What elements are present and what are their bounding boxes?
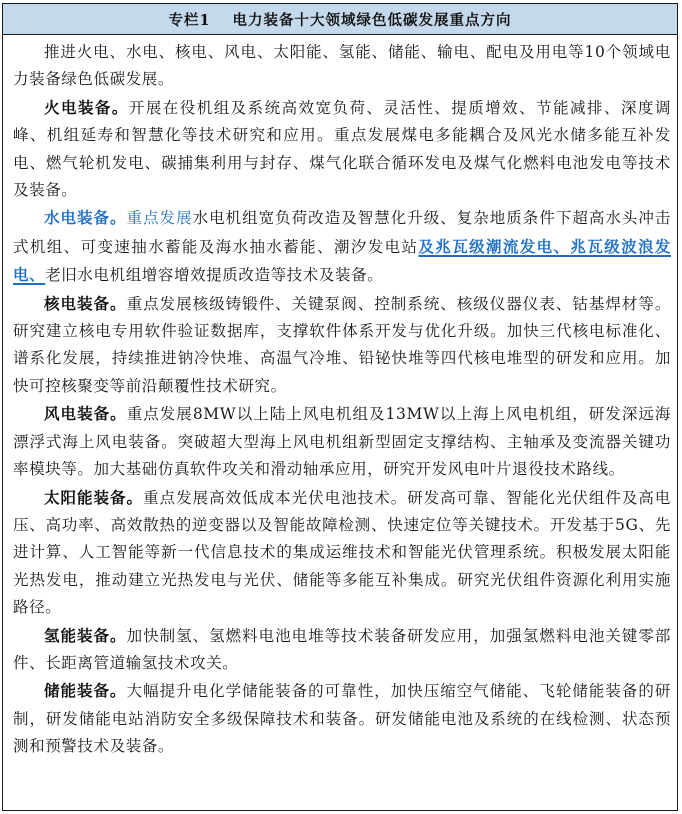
box-title: 电力装备十大领域绿色低碳发展重点方向 — [232, 11, 512, 29]
section-thermal — [13, 94, 671, 205]
box-label: 专栏1 — [168, 11, 211, 29]
section-term-nuclear: 核电装备。 — [44, 293, 127, 313]
box-header — [3, 4, 677, 35]
intro-paragraph: 推进火电、水电、核电、风电、太阳能、氢能、储能、输电、配电及用电等10个领域电力装备绿色低碳发展。 — [13, 43, 671, 89]
section-text-hydrogen: 加快制氢、氢燃料电池电堆等技术装备研发应用，加强氢燃料电池关键零部件、长距离管道输氢技术攻关。 — [13, 626, 671, 672]
section-hydrogen — [13, 622, 671, 678]
section-term-thermal: 火电装备。 — [44, 97, 129, 117]
section-wind — [13, 400, 671, 483]
section-term-storage: 储能装备。 — [44, 681, 127, 701]
section-nuclear — [13, 290, 671, 401]
hydro-tidal-wave-link[interactable]: 及兆瓦级潮流发电、兆瓦级波浪发电、 — [13, 236, 671, 285]
section-text-storage: 大幅提升电化学储能装备的可靠性，加快压缩空气储能、飞轮储能装备的研制，研发储能电站消防安全多级保障技术和装备。研发储能电池及系统的在线检测、状态预测和预警技术及装备。 — [13, 682, 671, 756]
section-term-hydro: 水电装备。 — [44, 208, 127, 228]
section-storage — [13, 677, 671, 760]
section-term-wind: 风电装备。 — [44, 404, 127, 424]
section-text-wind: 重点发展8MW以上陆上风电机组及13MW以上海上风电机组，研发深远海漂浮式海上风电装备。突破超大型海上风电机组新型固定支撑结构、主轴承及变流器关键功率模块等。加大基础仿真软件攻关和滑动轴承应用，研究开发风电叶片退役技术路线。 — [13, 405, 671, 479]
section-lead-hydro: 重点发展 — [126, 209, 193, 228]
section-tail-hydro: 老旧水电机组增容增效提质改造等技术及装备。 — [45, 266, 384, 285]
section-solar — [13, 484, 671, 622]
section-text-thermal: 开展在役机组及系统高效宽负荷、灵活性、提质增效、节能减排、深度调峰、机组延寿和智慧化等技术研究和应用。重点发展煤电多能耦合及风光水储多能互补发电、燃气轮机发电、碳捕集利用与封存、煤气化联合循环发电及煤气化燃料电池发电等技术及装备。 — [13, 98, 671, 200]
section-text-hydro: 水电机组宽负荷改造及智慧化升级、复杂地质条件下超高水头冲击式机组、可变速抽水蓄能及海水抽水蓄能、潮汐发电站 — [13, 209, 671, 256]
section-text-nuclear: 重点发展核级铸锻件、关键泵阀、控制系统、核级仪器仪表、钴基焊材等。研究建立核电专用软件验证数据库，支撑软件体系开发与优化升级。加快三代核电标准化、谱系化发展，持续推进钠冷快堆、高温气冷堆、铅铋快堆等四代核电堆型的研发和应用。加快可控核聚变等前沿颠覆性技术研究。 — [13, 294, 671, 395]
section-term-solar: 太阳能装备。 — [44, 487, 144, 507]
box-content — [3, 35, 677, 761]
section-hydro — [13, 204, 671, 289]
feature-box — [2, 3, 678, 811]
section-text-solar: 重点发展高效低成本光伏电池技术。研发高可靠、智能化光伏组件及高电压、高功率、高效散热的逆变器以及智能故障检测、快速定位等关键技术。开发基于5G、先进计算、人工智能等新一代信息技术的集成运维技术和智能光伏管理系统。积极发展太阳能光热发电，推动建立光热发电与光伏、储能等多能互补集成。研究光伏组件资源化利用实施路径。 — [13, 488, 672, 617]
section-term-hydrogen: 氢能装备。 — [44, 625, 127, 645]
